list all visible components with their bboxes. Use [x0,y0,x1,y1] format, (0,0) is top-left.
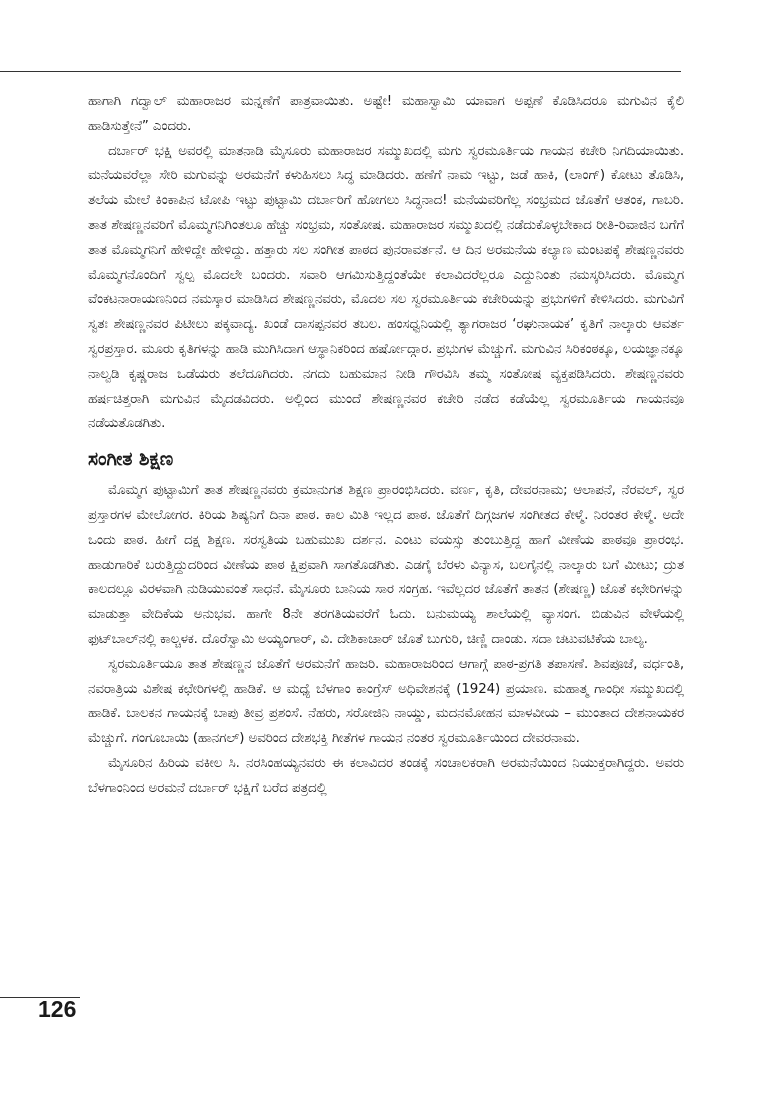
paragraph-continued-quote: ಹಾಗಾಗಿ ಗದ್ವಾಲ್ ಮಹಾರಾಜರ ಮನ್ನಣೆಗೆ ಪಾತ್ರವಾಯಿತು. ಅಷ್ಟೇ! ಮಹಾಸ್ವಾಮಿ ಯಾವಾಗ ಅಪ್ಪಣೆ ಕೊಡಿಸಿದರೂ ಮಗುವಿನ ಕೈಲಿ ಹಾಡಿಸುತ್ತೇನೆ” ಎಂದರು. [88,94,684,134]
paragraph-durbar-concert: ದರ್ಬಾರ್ ಭಕ್ಷಿ ಅವರಲ್ಲಿ ಮಾತನಾಡಿ ಮೈಸೂರು ಮಹಾರಾಜರ ಸಮ್ಮುಖದಲ್ಲಿ ಮಗು ಸ್ವರಮೂರ್ತಿಯ ಗಾಯನ ಕಚೇರಿ ನಿಗದಿಯಾಯಿತು. ಮನೆಯವರೆಲ್ಲಾ ಸೇರಿ ಮಗುವನ್ನು ಅರಮನೆಗೆ ಕಳುಹಿಸಲು ಸಿದ್ಧ ಮಾಡಿದರು. ಹಣೆಗೆ ನಾಮ ಇಟ್ಟು, ಜಡೆ ಹಾಕಿ, (ಲಾಂಗ್) ಕೋಟು ತೊಡಿಸಿ, ತಲೆಯ ಮೇಲೆ ಕಿಂಕಾಪಿನ ಟೋಪಿ ಇಟ್ಟು ಪುಟ್ಟಾಮಿ ದರ್ಬಾರಿಗೆ ಹೋಗಲು ಸಿದ್ಧನಾದ! ಮನೆಯವರಿಗೆಲ್ಲ ಸಂಭ್ರಮದ ಜೊತೆಗೆ ಆತಂಕ, ಗಾಬರಿ. ತಾತ ಶೇಷಣ್ಣನವರಿಗೆ ಮೊಮ್ಮಗನಿಗಿಂತಲೂ ಹೆಚ್ಚು ಸಂಭ್ರಮ, ಸಂತೋಷ. ಮಹಾರಾಜರ ಸಮ್ಮುಖದಲ್ಲಿ ನಡೆದುಕೊಳ್ಳಬೇಕಾದ ರೀತಿ-ರಿವಾಜಿನ ಬಗೆಗೆ ತಾತ ಮೊಮ್ಮಗನಿಗೆ ಹೇಳಿದ್ದೇ ಹೇಳಿದ್ದು. ಹತ್ತಾರು ಸಲ ಸಂಗೀತ ಪಾಠದ ಪುನರಾವರ್ತನೆ. ಆ ದಿನ ಅರಮನೆಯ ಕಲ್ಯಾಣ ಮಂಟಪಕ್ಕೆ ಶೇಷಣ್ಣನವರು ಮೊಮ್ಮಗನೊಂದಿಗೆ ಸ್ವಲ್ಪ ಮೊದಲೇ ಬಂದರು. ಸವಾರಿ ಆಗಮಿಸುತ್ತಿದ್ದಂತೆಯೇ ಕಲಾವಿದರೆಲ್ಲರೂ ಎದ್ದುನಿಂತು ನಮಸ್ಕರಿಸಿದರು. ಮೊಮ್ಮಗ ವೆಂಕಟನಾರಾಯಣನಿಂದ ನಮಸ್ಕಾರ ಮಾಡಿಸಿದ ಶೇಷಣ್ಣನವರು, ಮೊದಲ ಸಲ ಸ್ವರಮೂರ್ತಿಯ ಕಚೇರಿಯನ್ನು ಪ್ರಭುಗಳಿಗೆ ಕೇಳಿಸಿದರು. ಮಗುವಿಗೆ ಸ್ವತಃ ಶೇಷಣ್ಣನವರ ಪಿಟೀಲು ಪಕ್ಕವಾದ್ಯ. ಖಂಡೆ ದಾಸಪ್ಪನವರ ತಬಲ. ಹಂಸಧ್ವನಿಯಲ್ಲಿ ತ್ಯಾಗರಾಜರ ‘ರಘುನಾಯಕ’ ಕೃತಿಗೆ ನಾಲ್ಕಾರು ಆವರ್ತ ಸ್ವರಪ್ರಸ್ತಾರ. ಮೂರು ಕೃತಿಗಳನ್ನು ಹಾಡಿ ಮುಗಿಸಿದಾಗ ಆಸ್ಥಾನಿಕರಿಂದ ಹರ್ಷೋದ್ಗಾರ. ಪ್ರಭುಗಳ ಮೆಚ್ಚುಗೆ. ಮಗುವಿನ ಸಿರಿಕಂಠಕ್ಕೂ, ಲಯಜ್ಞಾನಕ್ಕೂ ನಾಲ್ವಡಿ ಕೃಷ್ಣರಾಜ ಒಡೆಯರು ತಲೆದೂಗಿದರು. ನಗದು ಬಹುಮಾನ ನೀಡಿ ಗೌರವಿಸಿ ತಮ್ಮ ಸಂತೋಷ ವ್ಯಕ್ತಪಡಿಸಿದರು. ಶೇಷಣ್ಣನವರು ಹರ್ಷಚಿತ್ತರಾಗಿ ಮಗುವಿನ ಮೈದಡವಿದರು. ಅಲ್ಲಿಂದ ಮುಂದೆ ಶೇಷಣ್ಣನವರ ಕಚೇರಿ ನಡೆದ ಕಡೆಯೆಲ್ಲ ಸ್ವರಮೂರ್ತಿಯ ಗಾಯನವೂ ನಡೆಯತೊಡಗಿತು. [88,143,684,432]
paragraph-palace-congress: ಸ್ವರಮೂರ್ತಿಯೂ ತಾತ ಶೇಷಣ್ಣನ ಜೊತೆಗೆ ಅರಮನೆಗೆ ಹಾಜರಿ. ಮಹಾರಾಜರಿಂದ ಆಗಾಗ್ಗೆ ಪಾಠ-ಪ್ರಗತಿ ತಪಾಸಣೆ. ಶಿವಪೂಜೆ, ವರ್ಧಂತಿ, ನವರಾತ್ರಿಯ ವಿಶೇಷ ಕಛೇರಿಗಳಲ್ಲಿ ಹಾಡಿಕೆ. ಆ ಮಧ್ಯೆ ಬೆಳಗಾಂ ಕಾಂಗ್ರೆಸ್ ಅಧಿವೇಶನಕ್ಕೆ (1924) ಪ್ರಯಾಣ. ಮಹಾತ್ಮ ಗಾಂಧೀ ಸಮ್ಮುಖದಲ್ಲಿ ಹಾಡಿಕೆ. ಬಾಲಕನ ಗಾಯನಕ್ಕೆ ಬಾಪು ತೀವ್ರ ಪ್ರಶಂಸೆ. ನೆಹರು, ಸರೋಜಿನಿ ನಾಯ್ಡು, ಮದನಮೋಹನ ಮಾಳವೀಯ – ಮುಂತಾದ ದೇಶನಾಯಕರ ಮೆಚ್ಚುಗೆ. ಗಂಗೂಬಾಯಿ (ಹಾನಗಲ್) ಅವರಿಂದ ದೇಶಭಕ್ತಿ ಗೀತೆಗಳ ಗಾಯನ ನಂತರ ಸ್ವರಮೂರ್ತಿಯಿಂದ ದೇವರನಾಮ. [88,656,684,747]
section-heading: ಸಂಗೀತ ಶಿಕ್ಷಣ [88,448,174,471]
top-rule [0,71,681,72]
page-body [88,90,684,802]
paragraph-narasimhaiah: ಮೈಸೂರಿನ ಹಿರಿಯ ವಕೀಲ ಸಿ. ನರಸಿಂಹಯ್ಯನವರು ಈ ಕಲಾವಿದರ ತಂಡಕ್ಕೆ ಸಂಚಾಲಕರಾಗಿ ಅರಮನೆಯಿಂದ ನಿಯುಕ್ತರಾಗಿದ್ದರು. ಅವರು ಬೆಳಗಾಂನಿಂದ ಅರಮನೆ ದರ್ಬಾರ್ ಭಕ್ಷಿಗೆ ಬರೆದ ಪತ್ರದಲ್ಲಿ [88,755,684,796]
paragraph-music-education: ಮೊಮ್ಮಗ ಪುಟ್ಟಾಮಿಗೆ ತಾತ ಶೇಷಣ್ಣನವರು ಕ್ರಮಾನುಗತ ಶಿಕ್ಷಣ ಪ್ರಾರಂಭಿಸಿದರು. ವರ್ಣ, ಕೃತಿ, ದೇವರನಾಮ; ಆಲಾಪನೆ, ನೆರವಲ್, ಸ್ವರ ಪ್ರಸ್ತಾರಗಳ ಮೇಲೋಗರ. ಕಿರಿಯ ಶಿಷ್ಯನಿಗೆ ದಿನಾ ಪಾಠ. ಕಾಲ ಮಿತಿ ಇಲ್ಲದ ಪಾಠ. ಜೊತೆಗೆ ದಿಗ್ಗಜಗಳ ಸಂಗೀತದ ಕೇಳ್ಮೆ. ನಿರಂತರ ಕೇಳ್ಮೆ. ಅದೇ ಒಂದು ಪಾಠ. ಹೀಗೆ ದಕ್ಷ ಶಿಕ್ಷಣ. ಸರಸ್ವತಿಯ ಬಹುಮುಖ ದರ್ಶನ. ಎಂಟು ವಯಸ್ಸು ತುಂಬುತ್ತಿದ್ದ ಹಾಗೆ ವೀಣೆಯ ಪಾಠವೂ ಪ್ರಾರಂಭ. ಹಾಡುಗಾರಿಕೆ ಬರುತ್ತಿದ್ದುದರಿಂದ ವೀಣೆಯ ಪಾಠ ಕ್ಷಿಪ್ರವಾಗಿ ಸಾಗತೊಡಗಿತು. ಎಡಗೈ ಬೆರಳು ವಿನ್ಯಾಸ, ಬಲಗೈನಲ್ಲಿ ನಾಲ್ಕಾರು ಬಗೆ ಮೀಟು; ದ್ರುತ ಕಾಲದಲ್ಲೂ ವಿರಳವಾಗಿ ನುಡಿಯುವಂತೆ ಸಾಧನೆ. ಮೈಸೂರು ಬಾನಿಯ ಸಾರ ಸಂಗ್ರಹ. ಇವೆಲ್ಲದರ ಜೊತೆಗೆ ತಾತನ (ಶೇಷಣ್ಣ) ಜೊತೆ ಕಛೇರಿಗಳನ್ನು ಮಾಡುತ್ತಾ ವೇದಿಕೆಯ ಅನುಭವ. ಹಾಗೇ 8ನೇ ತರಗತಿಯವರೆಗೆ ಓದು. ಬನುಮಯ್ಯ ಶಾಲೆಯಲ್ಲಿ ವ್ಯಾಸಂಗ. ಬಿಡುವಿನ ವೇಳೆಯಲ್ಲಿ ಫುಟ್‌ಬಾಲ್‌ನಲ್ಲಿ ಕಾಲ್ಚಳಕ. ದೊರೆಸ್ವಾಮಿ ಅಯ್ಯಂಗಾರ್, ವಿ. ದೇಶಿಕಾಚಾರ್ ಜೊತೆ ಬುಗುರಿ, ಚಿಣ್ಣಿ ದಾಂಡು. ಸದಾ ಚಟುವಟಿಕೆಯ ಬಾಲ್ಯ. [88,483,684,647]
page-number: 126 [38,996,77,1022]
